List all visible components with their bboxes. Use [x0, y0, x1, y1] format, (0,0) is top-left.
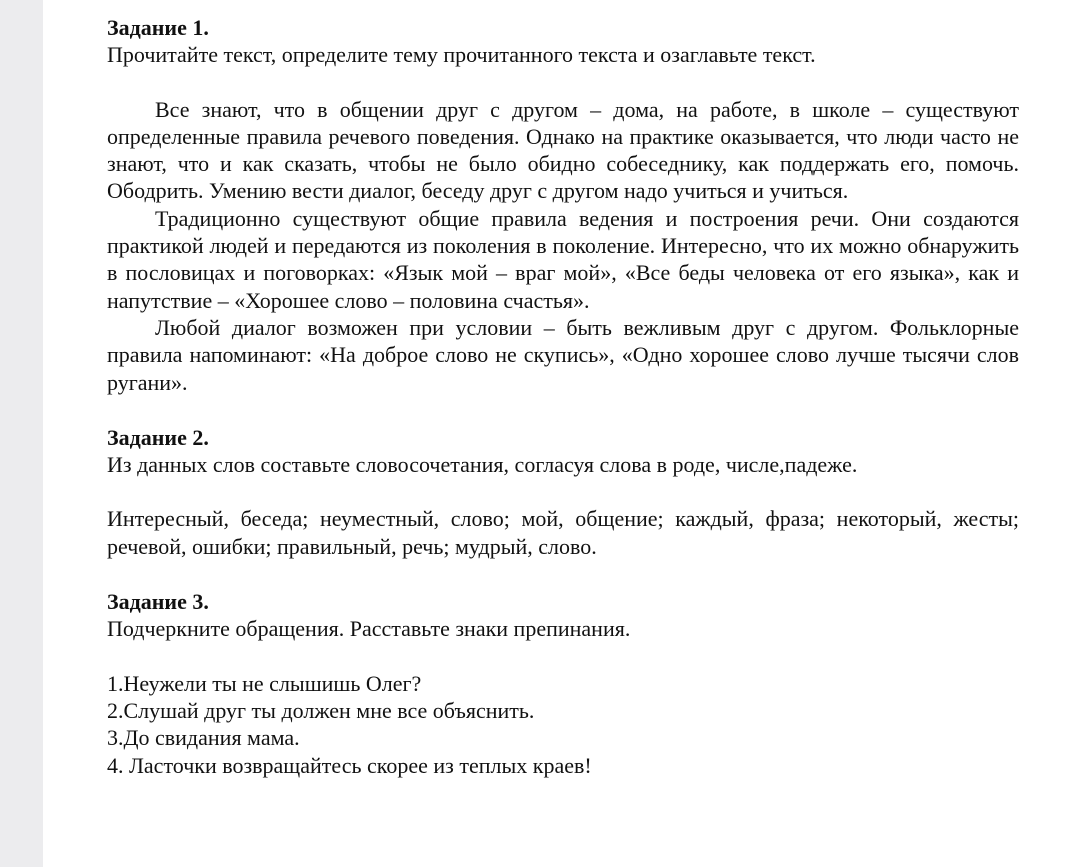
spacer: [107, 560, 1019, 588]
task-1-paragraph-2: Традиционно существуют общие правила ведения и построения речи. Они создаются практикой людей и передаются из поколения в поколение. Интересно, что их можно обнаружить в пословицах и поговорках: «Язык мой – враг мой», «Все беды человека от его языка», как и напутствие – «Хорошее слово – половина счастья».: [107, 205, 1019, 313]
task-1-instruction: Прочитайте текст, определите тему прочитанного текста и озаглавьте текст.: [107, 42, 816, 68]
task-3-section: [107, 588, 1019, 779]
list-item: 2.Слушай друг ты должен мне все объяснить.: [107, 697, 535, 723]
task-3-sentence-list: [107, 670, 1019, 779]
task-1-section: [107, 14, 1019, 396]
task-1-paragraph-1: Все знают, что в общении друг с другом – дома, на работе, в школе – существуют определенные правила речевого поведения. Однако на практике оказывается, что люди часто не знают, что и как сказать, чтобы не было обидно собеседнику, как поддержать его, помочь. Ободрить. Умению вести диалог, беседу друг с другом надо учиться и учиться.: [107, 96, 1019, 204]
list-item: 3.До свидания мама.: [107, 725, 300, 751]
list-item: 1.Неужели ты не слышишь Олег?: [107, 670, 422, 696]
task-2-instruction: Из данных слов составьте словосочетания, согласуя слова в роде, числе,падеже.: [107, 452, 858, 478]
task-2-section: [107, 424, 1019, 560]
list-item: 4. Ласточки возвращайтесь скорее из теплых краев!: [107, 752, 592, 778]
task-2-heading: Задание 2.: [107, 424, 209, 450]
task-1-heading: Задание 1.: [107, 15, 209, 40]
spacer: [107, 69, 1019, 96]
spacer: [107, 478, 1019, 505]
spacer: [107, 396, 1019, 424]
task-2-word-list: Интересный, беседа; неуместный, слово; мой, общение; каждый, фраза; некоторый, жесты; речевой, ошибки; правильный, речь; мудрый, слово.: [107, 506, 1019, 559]
spacer: [107, 643, 1019, 670]
document-content: [107, 14, 1019, 779]
document-page: [43, 0, 1080, 867]
task-1-paragraph-3: Любой диалог возможен при условии – быть вежливым друг с другом. Фольклорные правила напоминают: «На доброе слово не скупись», «Одно хорошее слово лучше тысячи слов ругани».: [107, 314, 1019, 395]
task-3-instruction: Подчеркните обращения. Расставьте знаки препинания.: [107, 616, 631, 642]
task-3-heading: Задание 3.: [107, 589, 209, 615]
